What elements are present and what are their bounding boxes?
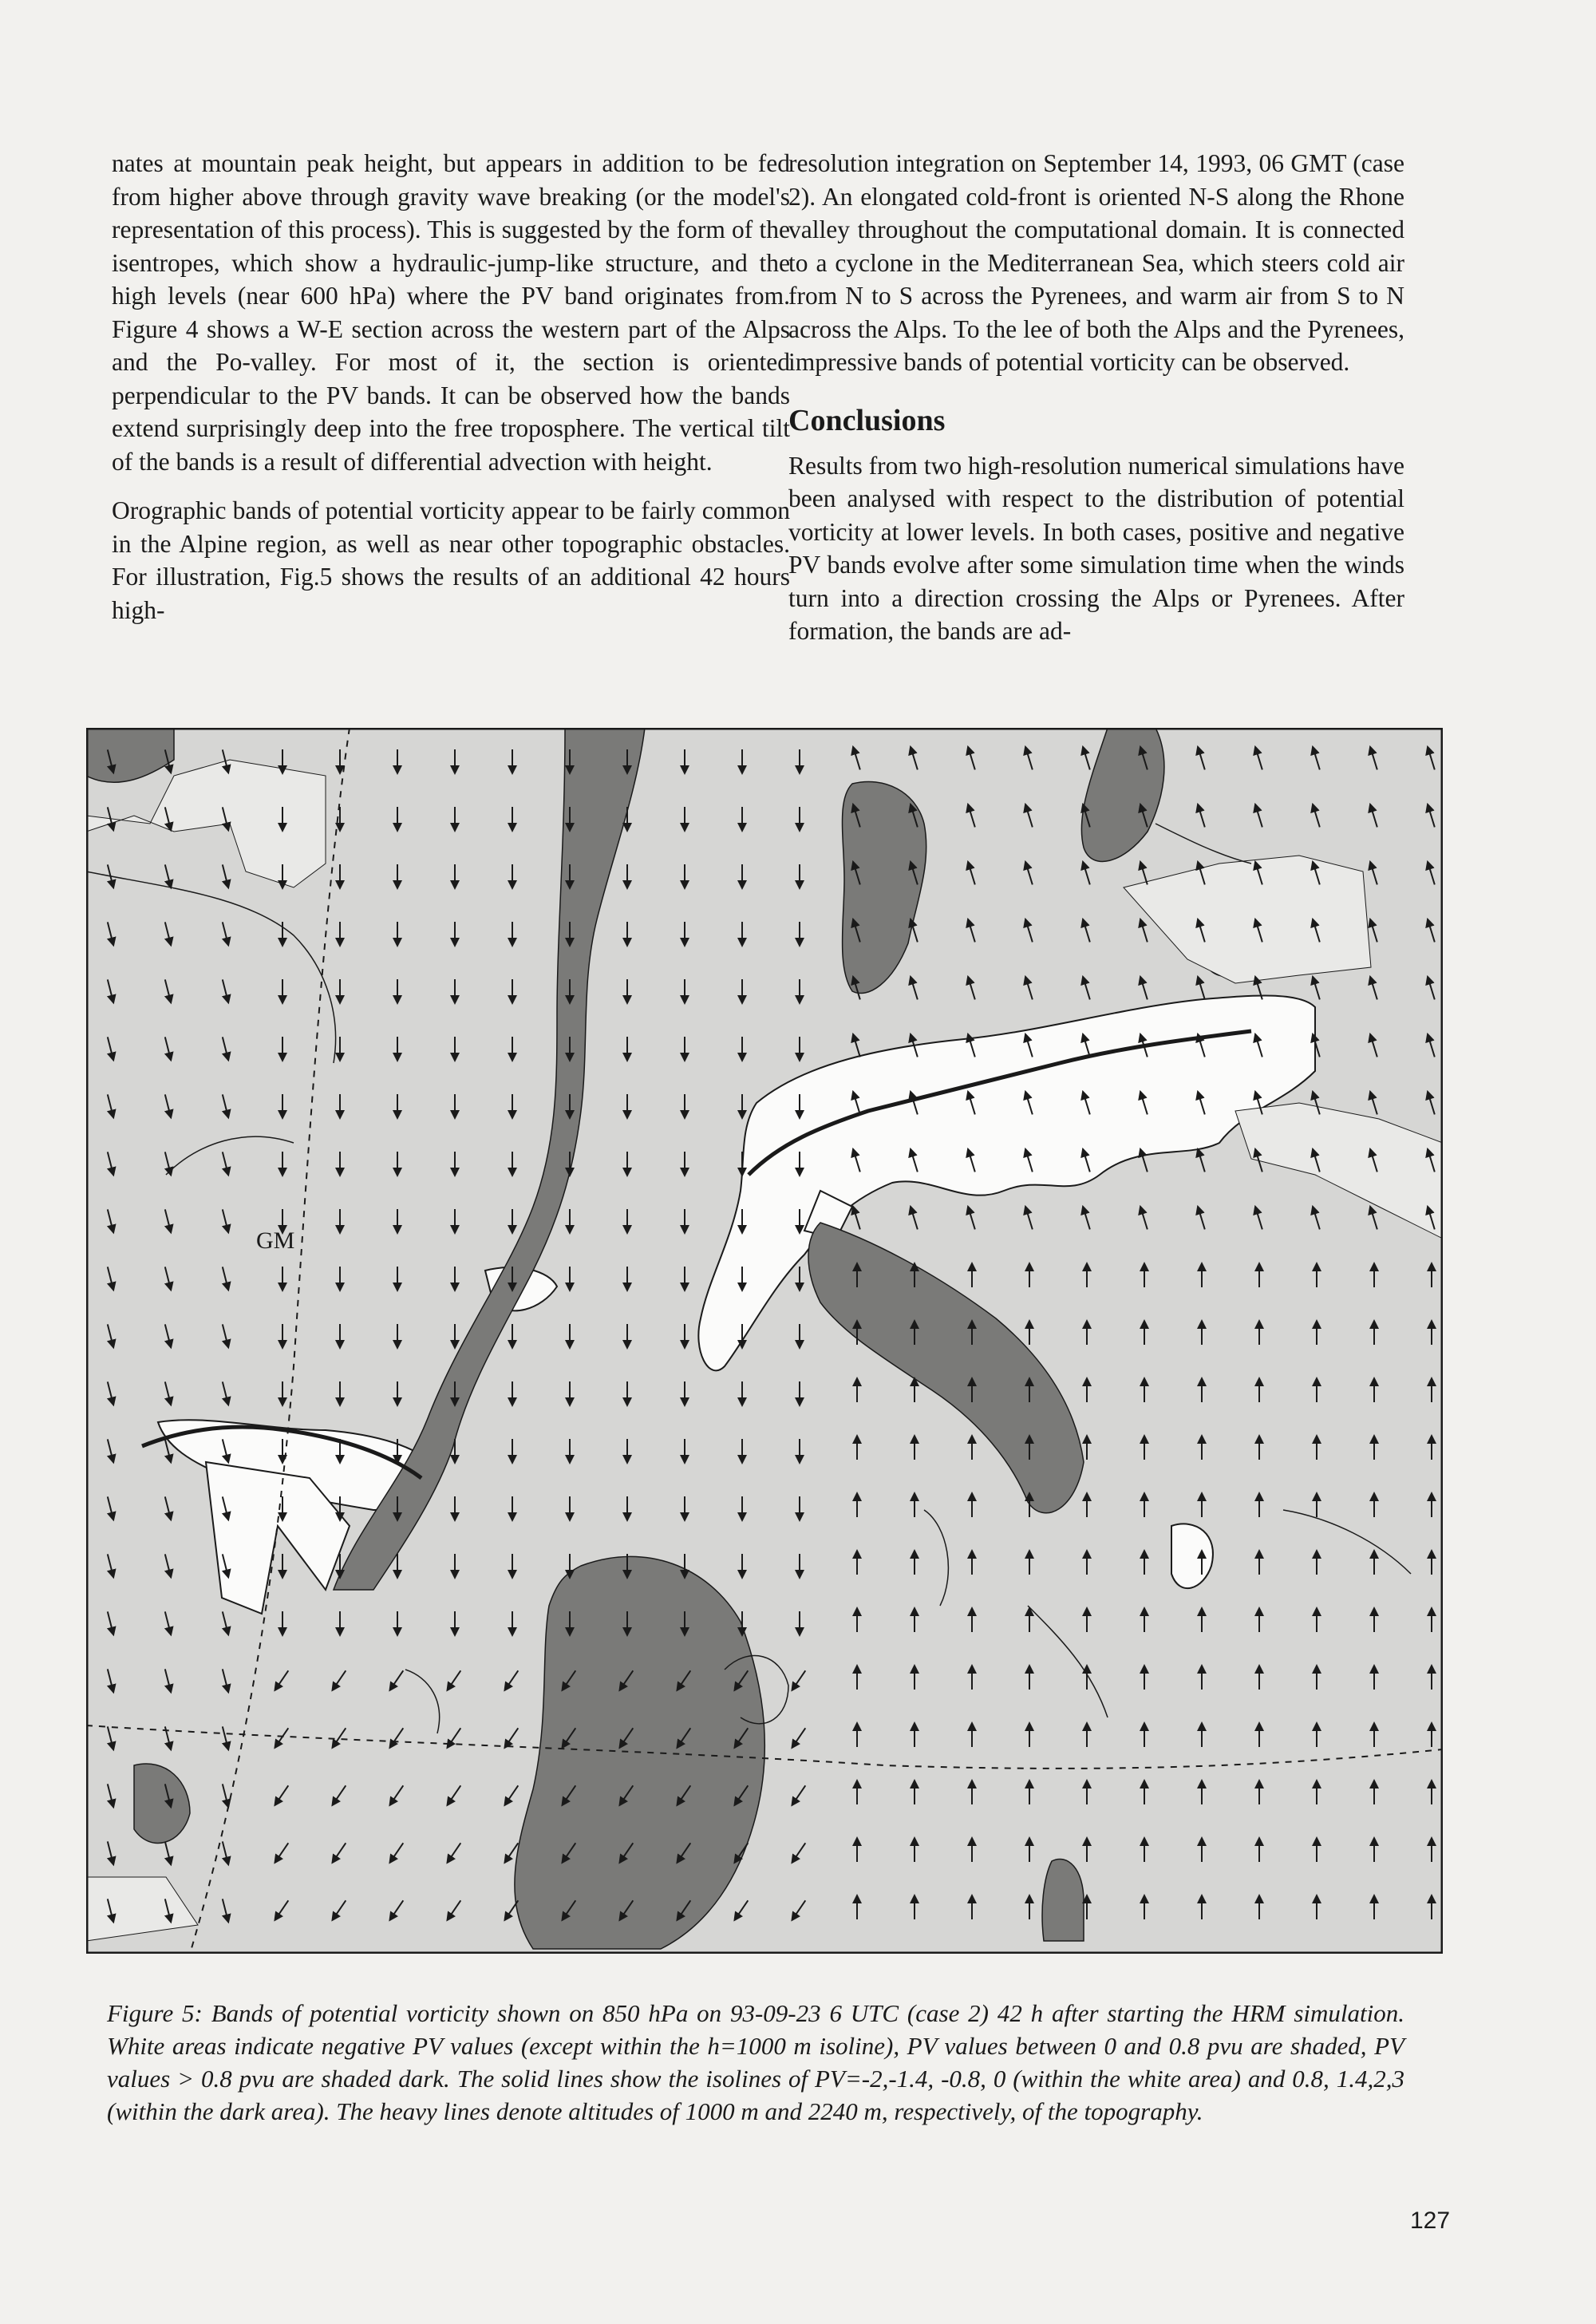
page-number: 127 — [1410, 2207, 1451, 2234]
right-paragraph-1: resolution integration on September 14, 1993, 06 GMT (case 2). An elongated cold-front is oriented N-S along the Rhone valley throughout the computational domain. It is connected to a cyclone in the Mediterranean Sea, which steers cold air from N to S across the Pyrenees, and warm air from S to N across the Alps. To the lee of both the Alps and the Pyrenees, impressive bands of potential vorticity can be observed. — [788, 149, 1404, 376]
right-column — [788, 147, 1404, 664]
conclusions-paragraph: Results from two high-resolution numerical simulations have been analysed with respect to the distribution of potential vorticity at lower levels. In both cases, positive and negative PV bands evolve after some simulation time when the winds turn into a direction crossing the Alps or Pyrenees. After formation, the bands are ad- — [788, 451, 1404, 645]
figure-caption: Figure 5: Bands of potential vorticity shown on 850 hPa on 93-09-23 6 UTC (case 2) 42 h after starting the HRM simulation. White areas indicate negative PV values (except within the h=1000 m isoline), PV values between 0 and 0.8 pvu are shaded, PV values > 0.8 pvu are shaded dark. The solid lines show the isolines of PV=-2,-1.4, -0.8, 0 (within the white area) and 0.8, 1.4,2,3 (within the dark area). The heavy lines denote altitudes of 1000 m and 2240 m, respectively, of the topography. — [107, 1999, 1404, 2125]
left-column — [112, 147, 790, 642]
left-paragraph-2: Orographic bands of potential vorticity appear to be fairly common in the Alpine region, as well as near other topographic obstacles. For illustration, Fig.5 shows the results of an additional 42 hours high- — [112, 496, 790, 624]
conclusions-heading: Conclusions — [788, 403, 946, 437]
left-paragraph-1: nates at mountain peak height, but appears in addition to be fed from higher above through gravity wave breaking (or the model's representation of this process). This is suggested by the form of the isentropes, which show a hydraulic-jump-like structure, and the high levels (near 600 hPa) where the PV band originates from. Figure 4 shows a W-E section across the western part of the Alps and the Po-valley. For most of it, the section is oriented perpendicular to the PV bands. It can be observed how the bands extend surprisingly deep into the free troposphere. The vertical tilt of the bands is a result of differential advection with height. — [112, 149, 790, 476]
map-label-gm: GM — [256, 1227, 295, 1254]
pv-map-figure — [86, 728, 1443, 1954]
